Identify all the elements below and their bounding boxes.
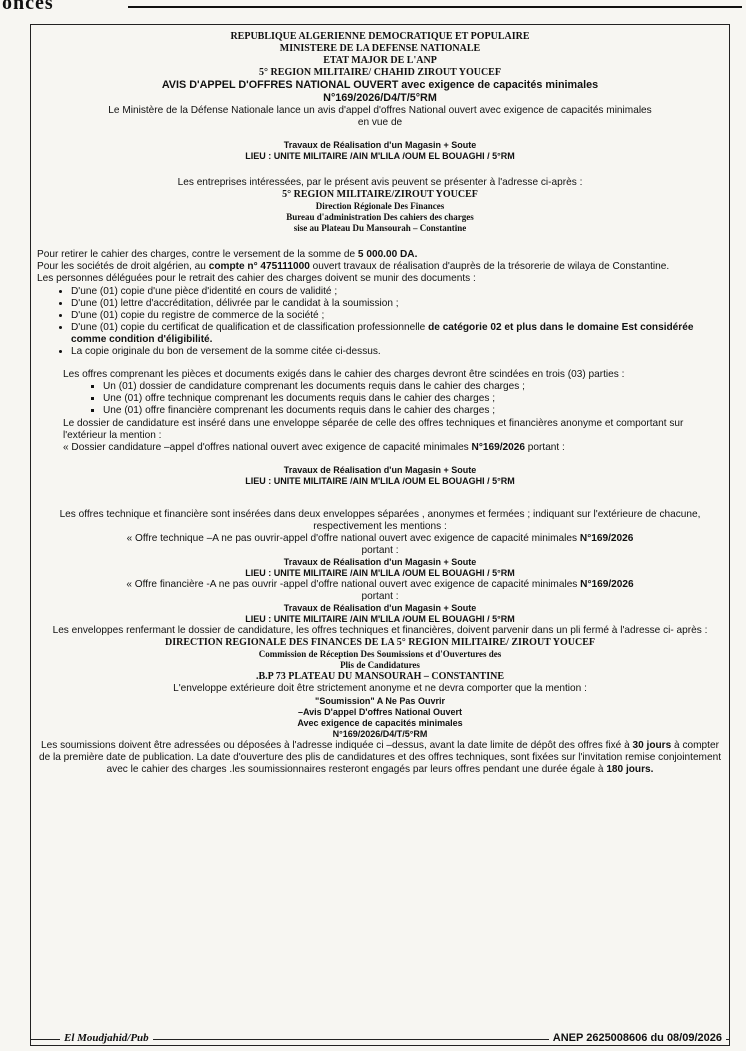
mention-tech-text: « Offre technique –A ne pas ouvrir-appel d'offre national ouvert avec exigence de capacité minimales bbox=[126, 532, 578, 544]
address2-direction: DIRECTION REGIONALE DES FINANCES DE LA 5° REGION MILITAIRE/ ZIROUT YOUCEF bbox=[165, 637, 595, 649]
mention-number: N°169/2026 bbox=[579, 532, 634, 544]
masthead bbox=[0, 0, 746, 14]
address2-commission: Commission de Réception Des Soumissions et d'Ouvertures des bbox=[258, 649, 502, 660]
list-item: • La copie originale du bon de versement de la somme citée ci-dessus. bbox=[71, 346, 723, 358]
final-days-2: 180 jours. bbox=[606, 763, 654, 775]
retrait-text: Pour retirer le cahier des charges, contre le versement de la somme de bbox=[37, 249, 356, 261]
notice-title: AVIS D'APPEL D'OFFRES NATIONAL OUVERT avec exigence de capacités minimales bbox=[161, 79, 599, 91]
offres-text: Les offres comprenant les pièces et documents exigés dans le cahier des charges devront être scindées en trois (03) parties : bbox=[63, 369, 625, 381]
project-title: Travaux de Réalisation d'un Magasin + Soute bbox=[283, 464, 477, 475]
header-republic: REPUBLIQUE ALGERIENNE DEMOCRATIQUE ET POPULAIRE bbox=[230, 31, 530, 42]
project-location: LIEU : UNITE MILITAIRE /AIN M'LILA /OUM EL BOUAGHI / 5°RM bbox=[245, 151, 515, 162]
notice-frame bbox=[30, 24, 730, 1046]
header-ministry: MINISTERE DE LA DEFENSE NATIONALE bbox=[279, 43, 481, 54]
final-text-a: Les soumissions doivent être adressées ou déposées à l'adresse indiquée ci –dessus, avant la date limite de dépôt des offres fixé à bbox=[41, 739, 630, 751]
project-location: LIEU : UNITE MILITAIRE /AIN M'LILA /OUM EL BOUAGHI / 5°RM bbox=[245, 475, 515, 486]
list-item: • D'une (01) copie d'une pièce d'identité en cours de validité ; bbox=[71, 286, 723, 298]
list-item: ▪ Une (01) offre financière comprenant les documents requis dans le cahier des charges ; bbox=[103, 405, 723, 417]
header-region: 5° REGION MILITAIRE/ CHAHID ZIROUT YOUCEF bbox=[259, 67, 501, 78]
mention-dossier-text: « Dossier candidature –appel d'offres national ouvert avec exigence de capacité minimales bbox=[63, 441, 469, 453]
mention-number: N°169/2026 bbox=[471, 441, 525, 453]
header-staff: ETAT MAJOR DE L'ANP bbox=[323, 55, 437, 66]
masthead-word: onces bbox=[2, 0, 54, 14]
mention-fin-text: « Offre financière -A ne pas ouvrir -appel d'offre national ouvert avec exigence de capacité minimales bbox=[126, 579, 578, 591]
address1-location: sise au Plateau Du Mansourah – Constantine bbox=[293, 223, 467, 234]
presenter-text: Les entreprises intéressées, par le présent avis peuvent se présenter à l'adresse ci-après : bbox=[177, 177, 583, 189]
list-item: ▪ Un (01) dossier de candidature comprenant les documents requis dans le cahier des charges ; bbox=[103, 381, 723, 393]
address1-bureau: Bureau d'administration Des cahiers des charges bbox=[286, 212, 474, 223]
list-item bbox=[71, 322, 723, 346]
mention-portant: portant : bbox=[527, 441, 565, 453]
project-title: Travaux de Réalisation d'un Magasin + Soute bbox=[283, 557, 477, 568]
portant-text: portant : bbox=[361, 545, 399, 557]
list-item: ▪ Une (01) offre technique comprenant les documents requis dans le cahier des charges ; bbox=[103, 393, 723, 405]
project-location: LIEU : UNITE MILITAIRE /AIN M'LILA /OUM EL BOUAGHI / 5°RM bbox=[245, 614, 515, 625]
project-title: Travaux de Réalisation d'un Magasin + Soute bbox=[283, 603, 477, 614]
final-text-b: à compter de la première date de publication. La date d'ouverture des plis de candidatures et des offres techniques, sont fixées sur l'invitation remise conjointement avec le cahier des charges .les soumissionnaires resteront engagés par leurs offres pendant une durée égale à bbox=[38, 739, 722, 775]
notice-content bbox=[37, 31, 723, 776]
outer-mention-1: "Soumission" A Ne Pas Ouvrir bbox=[315, 695, 445, 706]
mention-financiere bbox=[37, 579, 723, 591]
portant-text: portant : bbox=[361, 591, 399, 603]
list-item: • D'une (01) copie du registre de commerce de la société ; bbox=[71, 310, 723, 322]
tech-fin-text: Les offres technique et financière sont insérées dans deux enveloppes séparées , anonymes et fermées ; indiquant sur l'extérieure de chacune, respectivement les mentions : bbox=[59, 508, 701, 532]
droit-text: Pour les sociétés de droit algérien, au bbox=[37, 261, 206, 273]
address2-bp: .B.P 73 PLATEAU DU MANSOURAH – CONSTANTINE bbox=[256, 671, 504, 683]
doc4-text: D'une (01) copie du certificat de qualification et de classification professionnelle bbox=[71, 321, 426, 333]
outer-mention-2: –Avis D'appel D'offres National Ouvert bbox=[298, 706, 462, 717]
footer-anep: ANEP 2625008606 du 08/09/2026 bbox=[549, 1032, 726, 1044]
mention-dossier bbox=[37, 442, 723, 454]
dossier-text: Le dossier de candidature est inséré dans une enveloppe séparée de celle des offres techniques et financières anonyme et comportant sur l'extérieur la mention : bbox=[63, 417, 684, 441]
intro-text: Le Ministère de la Défense Nationale lance un avis d'appel d'offres National ouvert avec exigence de capacités minimales bbox=[108, 105, 652, 116]
list-item: • D'une (01) lettre d'accréditation, délivrée par le candidat à la soumission ; bbox=[71, 298, 723, 310]
address2-plis: Plis de Candidatures bbox=[340, 660, 420, 671]
documents-list bbox=[37, 286, 723, 359]
retrait-paragraph bbox=[37, 249, 723, 261]
footer-source: El Moudjahid/Pub bbox=[60, 1032, 153, 1044]
project-title: Travaux de Réalisation d'un Magasin + Soute bbox=[283, 140, 477, 151]
outer-mention-4: N°169/2026/D4/T/5°RM bbox=[332, 728, 428, 739]
outer-mention-3: Avec exigence de capacités minimales bbox=[297, 717, 463, 728]
retrait-amount: 5 000.00 DA. bbox=[357, 249, 418, 261]
mention-technique bbox=[37, 533, 723, 545]
doc4-condition: de catégorie 02 et plus dans le domaine Est considérée comme condition d'éligibilité. bbox=[71, 321, 694, 345]
final-paragraph bbox=[37, 740, 723, 776]
droit-text-end: ouvert travaux de réalisation d'auprès de la trésorerie de wilaya de Constantine. bbox=[312, 261, 670, 273]
project-location: LIEU : UNITE MILITAIRE /AIN M'LILA /OUM EL BOUAGHI / 5°RM bbox=[245, 568, 515, 579]
delegues-text: Les personnes déléguées pour le retrait des cahier des charges doivent se munir des documents : bbox=[37, 273, 476, 285]
droit-paragraph bbox=[37, 261, 723, 273]
footer bbox=[0, 1032, 746, 1048]
mention-number: N°169/2026 bbox=[580, 579, 634, 591]
address1-region: 5° REGION MILITAIRE/ZIROUT YOUCEF bbox=[282, 189, 478, 201]
notice-number: N°169/2026/D4/T/5°RM bbox=[323, 92, 437, 104]
final-days: 30 jours bbox=[632, 739, 672, 751]
exterieure-text: L'enveloppe extérieure doit être strictement anonyme et ne devra comporter que la mention : bbox=[173, 683, 587, 695]
parts-list bbox=[37, 381, 723, 417]
address1-direction: Direction Régionale Des Finances bbox=[315, 201, 445, 212]
enveloppes-text: Les enveloppes renfermant le dossier de candidature, les offres techniques et financières, doivent parvenir dans un pli fermé à l'adresse ci- après : bbox=[52, 625, 708, 637]
droit-account: compte n° 475111000 bbox=[208, 261, 310, 273]
masthead-rule bbox=[128, 6, 742, 8]
intro-text-2: en vue de bbox=[357, 117, 403, 129]
